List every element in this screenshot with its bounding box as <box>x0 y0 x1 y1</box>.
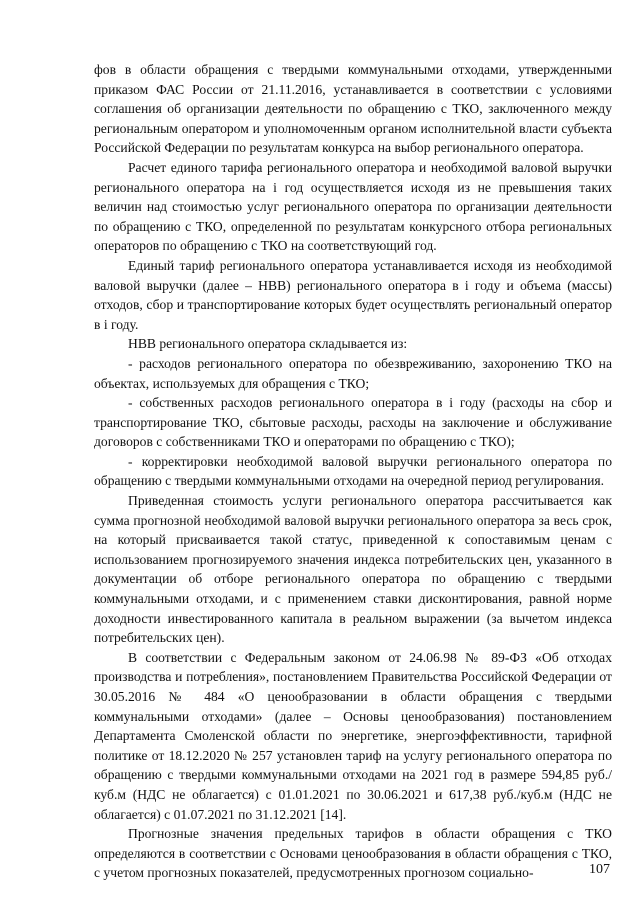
paragraph-forecast-tariffs: Прогнозные значения предельных тарифов в области обращения с ТКО определяются в соответствии с Основами ценообразования в области обращения с ТКО, с учетом прогнозных показателей, предусмотренных прогнозом социально- <box>94 826 612 881</box>
paragraph-tariff-conditions: фов в области обращения с твердыми коммунальными отходами, утвержденными приказом ФАС России от 21.11.2016, устанавливается в соответствии с условиями соглашения об организации деятельности по обращению с ТКО, заключенного между региональным оператором и уполномоченным органом исполнительной власти субъекта Российской Федерации по результатам конкурса на выбор регионального оператора. <box>94 62 612 156</box>
paragraph-reduced-cost: Приведенная стоимость услуги регионального оператора рассчитывается как сумма прогнозной необходимой валовой выручки регионального оператора за весь срок, на который присваивается такой статус, приведенной к сопоставимым ценам с использованием прогнозируемого значения индекса потребительских цен, указанного в документации об отборе регионального оператора по обращению с твердыми коммунальными отходами, и с применением ставки дисконтирования, равной норме доходности инвестированного капитала в реальном выражении (за вычетом индекса потребительских цен). <box>94 493 612 646</box>
list-item-own-costs: - собственных расходов регионального оператора в i году (расходы на сбор и транспортирование ТКО, сбытовые расходы, расходы на заключение и обслуживание договоров с собственниками ТКО и операторами по обращению с ТКО); <box>94 395 612 450</box>
list-item-disposal-costs: - расходов регионального оператора по обезвреживанию, захоронению ТКО на объектах, используемых для обращения с ТКО; <box>94 355 612 391</box>
page-number: 107 <box>589 862 610 877</box>
paragraph-unified-tariff: Единый тариф регионального оператора устанавливается исходя из необходимой валовой выручки (далее – НВВ) регионального оператора в i году и объема (массы) отходов, сбор и транспортирование которых будет осуществлять региональный оператор в i году. <box>94 257 612 332</box>
document-body <box>94 60 612 883</box>
paragraph-tariff-calculation: Расчет единого тарифа регионального оператора и необходимой валовой выручки регионального оператора на i год осуществляется исходя из не превышения таких величин над стоимостью услуг регионального оператора по организации деятельности по обращению с ТКО, определенной по результатам конкурсного отбора региональных операторов по обращению с ТКО на соответствующий год. <box>94 159 612 254</box>
paragraph-nvv-intro: НВВ регионального оператора складывается из: <box>128 336 408 352</box>
paragraph-legal-basis: В соответствии с Федеральным законом от 24.06.98 № 89-ФЗ «Об отходах производства и потребления», постановлением Правительства Российской Федерации от 30.05.2016 № 484 «О ценообразовании в области обращения с твердыми коммунальными отходами» (далее – Основы ценообразования) постановлением Департамента Смоленской области по энергетике, энергоэффективности, тарифной политике от 18.12.2020 № 257 установлен тариф на услугу регионального оператора по обращению с твердыми коммунальными отходами на 2021 год в размере 594,85 руб./куб.м (НДС не облагается) с 01.01.2021 по 30.06.2021 и 617,38 руб./куб.м (НДС не облагается) с 01.07.2021 по 31.12.2021 [14]. <box>94 649 612 822</box>
list-item-revenue-correction: - корректировки необходимой валовой выручки регионального оператора по обращению с твердыми коммунальными отходами на очередной период регулирования. <box>94 453 612 489</box>
